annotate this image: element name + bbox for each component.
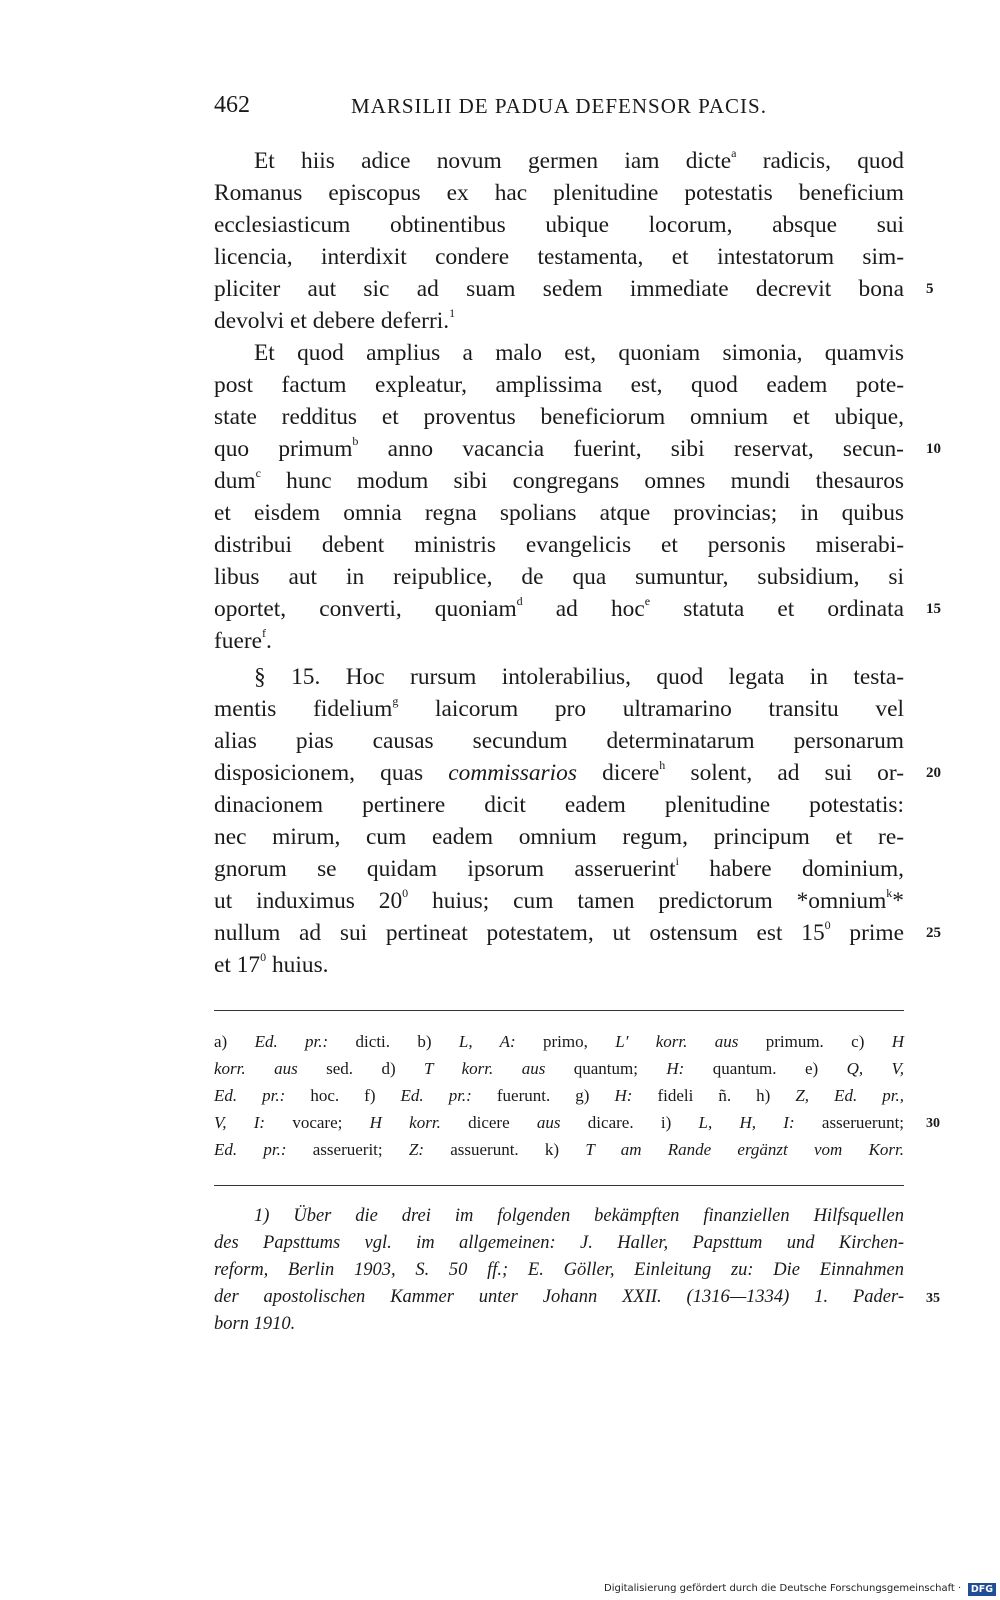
text-line: Et hiis adice novum germen iam dicte$^a$ radicis, quod [254,146,904,174]
text-line: pliciter aut sic ad suam sedem immediate decrevit bona 5 [214,273,904,305]
line-number: 15 [926,601,941,617]
footnotes [214,1203,940,1338]
text-line: dinacionem pertinere dicit eadem plenitudine potestatis: [214,792,904,818]
text-line: distribui debent ministris evangelicis et personis miserabi- [214,532,904,558]
text-line: libus aut in reipublice, de qua sumuntur, subsidium, si [214,564,904,590]
line-number: 10 [926,441,941,457]
page-header [214,92,904,126]
apparatus-line: a) Ed. pr.: dicti. b) L, A: primo, L′ korr. aus primum. c) H [214,1032,904,1051]
separator-rule [214,1010,904,1011]
text-line: et eisdem omnia regna spolians atque provincias; in quibus [214,500,904,526]
footnote-line: born 1910. [214,1314,296,1334]
footnote-line: 1) Über die drei im folgenden bekämpften finanziellen Hilfsquellen [254,1206,904,1226]
text-line: state redditus et proventus beneficiorum omnium et ubique, [214,404,904,430]
text-line: oportet, converti, quoniam$^d$ ad hoc$^e$ statuta et ordinata 15 [214,593,904,625]
separator-rule [214,1185,904,1186]
text-line: nec mirum, cum eadem omnium regum, principum et re- [214,824,904,850]
apparatus-line: V, I: vocare; H korr. dicere aus dicare. i) L, H, I: asseruerunt; 30 [214,1109,904,1136]
dfg-logo: DFG [968,1583,996,1596]
apparatus-line: Ed. pr.: asseruerit; Z: assuerunt. k) T am Rande ergänzt vom Korr. [214,1140,905,1159]
text-line: devolvi et debere deferri.$^1$ [214,306,456,334]
text-line: § 15. Hoc rursum intolerabilius, quod legata in testa- [254,664,904,690]
line-number: 30 [926,1116,940,1131]
apparatus-line: korr. aus sed. d) T korr. aus quantum; H: quantum. e) Q, V, [214,1059,904,1078]
text-line: nullum ad sui pertineat potestatem, ut ostensum est $15^0$ prime 25 [214,917,904,949]
text-line: alias pias causas secundum determinatarum personarum [214,728,904,754]
text-line: fuere$^f$. [214,626,272,654]
text-line: ut induximus $20^0$ huius; cum tamen predictorum *omnium$^k$* [214,886,904,914]
digitization-credit [604,1583,996,1597]
text-line: mentis fidelium$^g$ laicorum pro ultramarino transitu vel [214,694,904,722]
footnote-line: der apostolischen Kammer unter Johann XXII. (1316—1334) 1. Pader- 35 [214,1284,904,1311]
page-number: 462 [214,92,250,118]
text-line: gnorum se quidam ipsorum asseruerint$^i$ habere dominium, [214,854,904,882]
running-title: MARSILII DE PADUA DEFENSOR PACIS. [351,94,767,118]
line-number: 20 [926,765,941,781]
text-line: disposicionem, quas commissarios dicere$^h$ solent, ad sui or- 20 [214,757,904,789]
text-line: et $17^0$ huius. [214,950,329,978]
line-number: 5 [926,281,934,297]
text-line: quo primum$^b$ anno vacancia fuerint, sibi reservat, secun- 10 [214,433,904,465]
line-number: 35 [926,1291,940,1306]
footnote-line: reform, Berlin 1903, S. 50 ff.; E. Göller, Einleitung zu: Die Einnahmen [214,1260,904,1280]
footnote-line: des Papsttums vgl. im allgemeinen: J. Haller, Papsttum und Kirchen- [214,1233,904,1253]
text-line: post factum expleatur, amplissima est, quod eadem pote- [214,372,904,398]
critical-apparatus [214,1028,940,1163]
main-text [214,145,941,981]
text-line: Et quod amplius a malo est, quoniam simonia, quamvis [254,340,904,366]
apparatus-line: Ed. pr.: hoc. f) Ed. pr.: fuerunt. g) H: fideli ñ. h) Z, Ed. pr., [214,1086,904,1105]
line-number: 25 [926,925,941,941]
text-line: ecclesiasticum obtinentibus ubique locorum, absque sui [214,212,904,238]
text-line: licencia, interdixit condere testamenta, et intestatorum sim- [214,244,904,270]
text-line: dum$^c$ hunc modum sibi congregans omnes mundi thesauros [214,466,904,494]
text-line: Romanus episcopus ex hac plenitudine potestatis beneficium [214,180,904,206]
footnote-marker: 1 [449,306,456,321]
credit-text: Digitalisierung gefördert durch die Deutsche Forschungsgemeinschaft · [604,1583,962,1594]
